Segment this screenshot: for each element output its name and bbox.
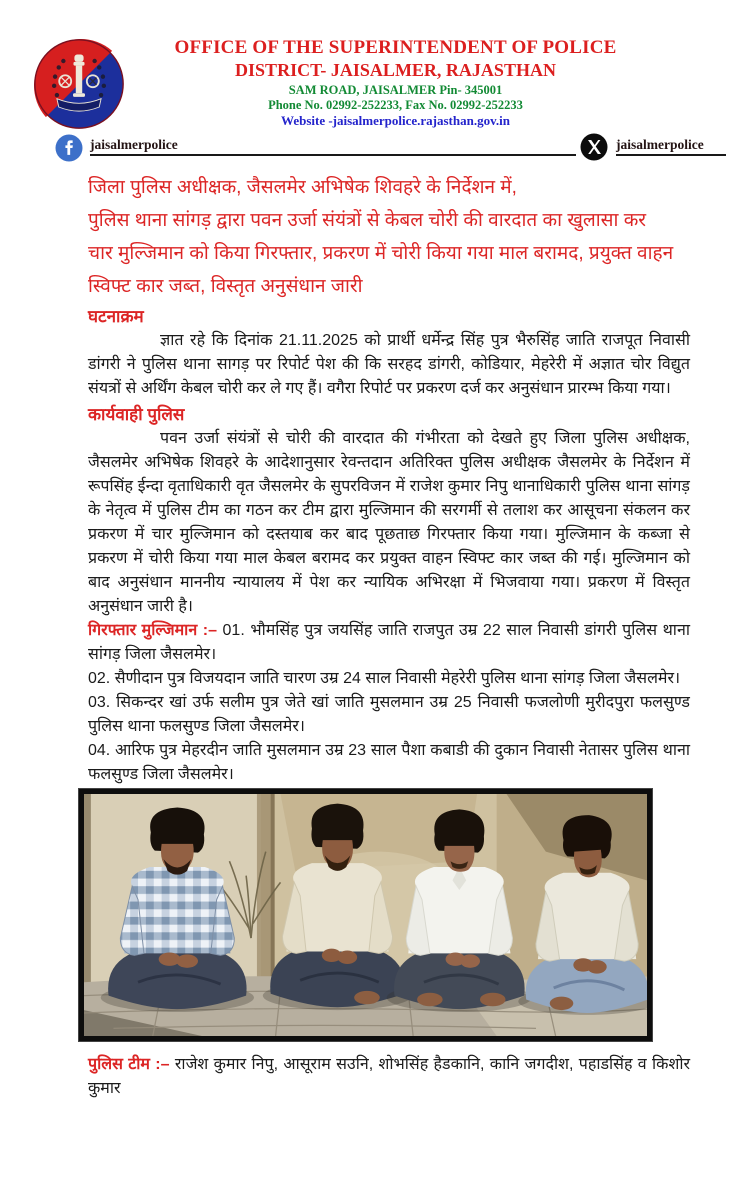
press-release-body xyxy=(0,171,729,787)
office-title: OFFICE OF THE SUPERINTENDENT OF POLICE xyxy=(174,37,617,58)
website-link[interactable]: Website -jaisalmerpolice.rajasthan.gov.in xyxy=(281,113,510,128)
arrested-list-intro xyxy=(88,619,690,667)
x-twitter-icon[interactable] xyxy=(580,133,608,161)
police-action-paragraph: पवन उर्जा संयंत्रों से चोरी की वारदात की गंभीरता को देखते हुए जिला पुलिस अधीक्षक, जैसलमेर अभिषेक शिवहरे के आदेशानुसार रेवन्तदान अतिरिक्त पुलिस अधीक्षक जैसलमेर के निर्देशन में रूपसिंह ईन्दा वृताधिकारी वृत जैसलमेर के सुपरविजन में राजेश कुमार निपु थानाधिकारी पुलिस थाना सांगड़ के नेतृत्व में पुलिस टीम का गठन कर टीम द्वारा मुल्जिमान की सरगर्मी से तलाश कर आसूचना संकलन कर प्रकरण में चार मुल्जिमान को दस्तयाब कर बाद पूछताछ गिरफ्तार किया गया। मुल्जिमान के कब्जा से प्रकरण में चोरी किया गया माल केबल बरामद कर प्रयुक्त वाहन स्विफ्ट कार जब्त की गई। मुल्जिमान को बाद अनुसंधान माननीय न्यायालय में पेश कर न्यायिक अभिरक्षा में भिजवाया गया। प्रकरण में विस्तृत अनुसंधान जारी है। xyxy=(88,430,690,615)
social-media-row xyxy=(0,133,729,165)
police-team-label: पुलिस टीम :– xyxy=(88,1056,170,1073)
headline-line: स्विफ्ट कार जब्त, विस्तृत अनुसंधान जारी xyxy=(88,276,363,297)
headline-line: पुलिस थाना सांगड़ द्वारा पवन उर्जा संयंत्रों से केबल चोरी की वारदात का खुलासा कर xyxy=(88,210,647,231)
letterhead xyxy=(0,0,729,129)
arrested-persons-photo xyxy=(79,789,652,1041)
incident-paragraph: ज्ञात रहे कि दिनांक 21.11.2025 को प्रार्थी धर्मेन्द्र सिंह पुत्र भैरुसिंह जाति राजपूत निवासी डांगरी ने पुलिस थाना सागड़ पर रिपोर्ट पेश की कि सरहद डांगरी, कोडियार, मेहरेरी में अज्ञात चोर विद्युत संयत्रों से अर्थिंग केबल चोरी कर ले गए हैं। वगैरा रिपोर्ट पर प्रकरण दर्ज कर अनुसंधान प्रारम्भ किया गया। xyxy=(88,332,690,397)
arrested-item-1: 01. भौमसिंह पुत्र जयसिंह जाति राजपुत उम्र 22 साल निवासी डांगरी पुलिस थाना सांगड़ जिला जैसलमेर। xyxy=(88,622,690,663)
phone-fax: Phone No. 02992-252233, Fax No. 02992-252233 xyxy=(268,98,523,112)
arrested-item-3: 03. सिकन्दर खां उर्फ सलीम पुत्र जेते खां जाति मुसलमान उम्र 25 निवासी फजलोणी मुरीदपुरा फलसुण्ड पुलिस थाना फलसुण्ड जिला जैसलमेर। xyxy=(88,694,690,735)
headline-line: चार मुल्जिमान को किया गिरफ्तार, प्रकरण में चोरी किया गया माल बरामद, प्रयुक्त वाहन xyxy=(88,243,674,264)
facebook-handle[interactable]: jaisalmerpolice xyxy=(90,137,178,152)
rajasthan-police-emblem-icon xyxy=(33,38,125,130)
district-title: DISTRICT- JAISALMER, RAJASTHAN xyxy=(235,60,556,80)
police-action-heading: कार्यवाही पुलिस xyxy=(88,405,185,424)
headline xyxy=(88,171,690,303)
incident-heading: घटनाक्रम xyxy=(88,307,144,326)
arrested-item-4: 04. आरिफ पुत्र मेहरदीन जाति मुसलमान उम्र 23 साल पैशा कबाडी की दुकान निवासी नेतासर पुलिस थाना फलसुण्ड जिला जैसलमेर। xyxy=(88,742,690,783)
office-address: SAM ROAD, JAISALMER Pin- 345001 xyxy=(288,83,503,97)
police-team-line xyxy=(88,1053,690,1101)
police-team-members: राजेश कुमार निपु, आसूराम सउनि, शोभसिंह हैडकानि, कानि जगदीश, पहाडसिंह व किशोर कुमार xyxy=(88,1056,691,1097)
arrested-label: गिरफ्तार मुल्जिमान :– xyxy=(88,622,217,639)
headline-line: जिला पुलिस अधीक्षक, जैसलमेर अभिषेक शिवहरे के निर्देशन में, xyxy=(88,177,517,198)
arrested-item-2: 02. सैणीदान पुत्र विजयदान जाति चारण उम्र 24 साल निवासी मेहरेरी पुलिस थाना सांगड़ जिला जैसलमेर। xyxy=(88,670,681,687)
x-handle[interactable]: jaisalmerpolice xyxy=(616,137,704,152)
facebook-icon[interactable] xyxy=(55,134,83,162)
